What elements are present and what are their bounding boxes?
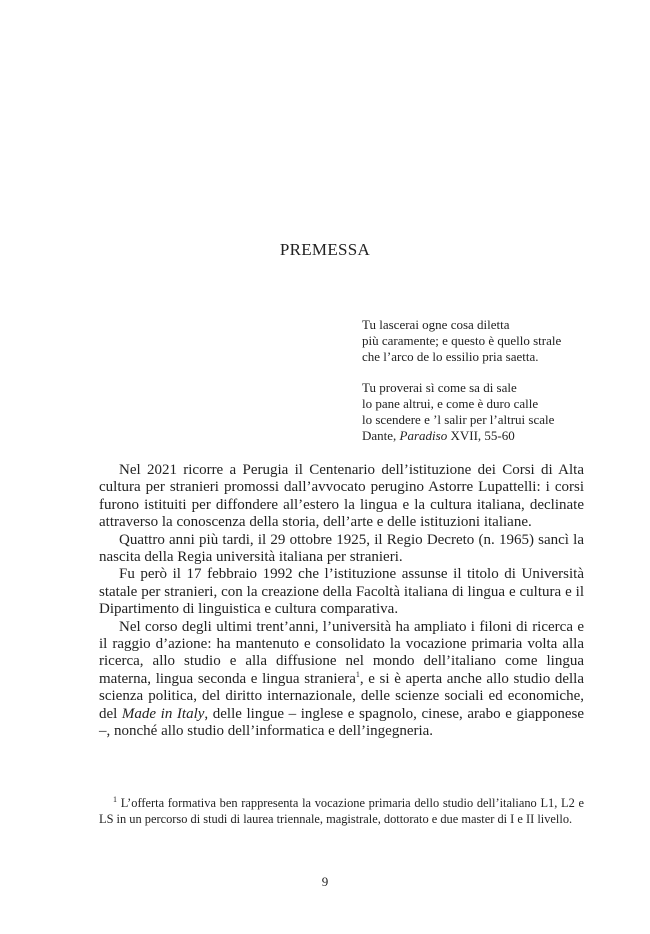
chapter-title: PREMESSA — [279, 240, 371, 259]
paragraph-text: , e si è aperta anche allo studio della scienza politica, del diritto internazionale, delle scienze sociali ed economiche, del — [99, 670, 584, 722]
paragraph: Nel 2021 ricorre a Perugia il Centenario dell’istituzione dei Corsi di Alta cultura per stranieri promossi dall’avvocato perugino Astorre Lupattelli: i corsi furono istituiti per diffondere all’estero la lingua e la cultura italiana, declinate attraverso la conoscenza della storia, dell’arte e delle istituzioni italiane. — [99, 462, 584, 531]
attribution-work: Paradiso — [399, 428, 448, 444]
epigraph-line: più caramente; e questo è quello strale — [362, 333, 562, 349]
epigraph-line: Tu proverai sì come sa di sale — [362, 379, 517, 395]
attribution-author: Dante, — [362, 428, 397, 444]
italic-term: Made in Italy — [121, 705, 205, 722]
epigraph-line: lo pane altrui, e come è duro calle — [362, 395, 539, 411]
footnote-text: L’offerta formativa ben rappresenta la vocazione primaria dello studio dell’italiano L1, L2 e LS in un percorso di studi di laurea triennale, magistrale, dottorato e due master di I e II livello. — [99, 796, 584, 826]
footnote-reference[interactable]: 1 — [355, 669, 360, 679]
epigraph-line: lo scendere e ’l salir per l’altrui scale — [362, 412, 555, 428]
paragraph-text: Nel corso degli ultimi trent’anni, l’università ha ampliato i filoni di ricerca e il raggio d’azione: ha mantenuto e consolidato la vocazione primaria volta alla ricerca, allo studio e alla diffusione nel mondo dell’italiano come lingua materna, lingua seconda e lingua straniera — [99, 618, 584, 687]
epigraph-attribution — [362, 428, 612, 444]
body-text — [99, 462, 584, 741]
page-number: 9 — [321, 874, 329, 889]
footnote-marker: 1 — [113, 794, 117, 804]
paragraph: Quattro anni più tardi, il 29 ottobre 1925, il Regio Decreto (n. 1965) sancì la nascita della Regia università italiana per stranieri. — [99, 531, 584, 566]
paragraph-text: , delle lingue – inglese e spagnolo, cinese, arabo e giapponese –, nonché allo studio dell’informatica e dell’ingegneria. — [99, 705, 584, 740]
epigraph — [362, 317, 612, 444]
epigraph-line: Tu lascerai ogne cosa diletta — [362, 317, 510, 332]
footnote — [99, 795, 584, 827]
paragraph: Fu però il 17 febbraio 1992 che l’istituzione assunse il titolo di Università statale per stranieri, con la creazione della Facoltà italiana di lingua e cultura e il Dipartimento di linguistica e cultura comparativa. — [99, 566, 584, 618]
paragraph — [99, 619, 584, 741]
attribution-ref: XVII, 55-60 — [450, 428, 515, 444]
stanza-gap — [362, 366, 612, 380]
epigraph-line: che l’arco de lo essilio pria saetta. — [362, 349, 539, 365]
